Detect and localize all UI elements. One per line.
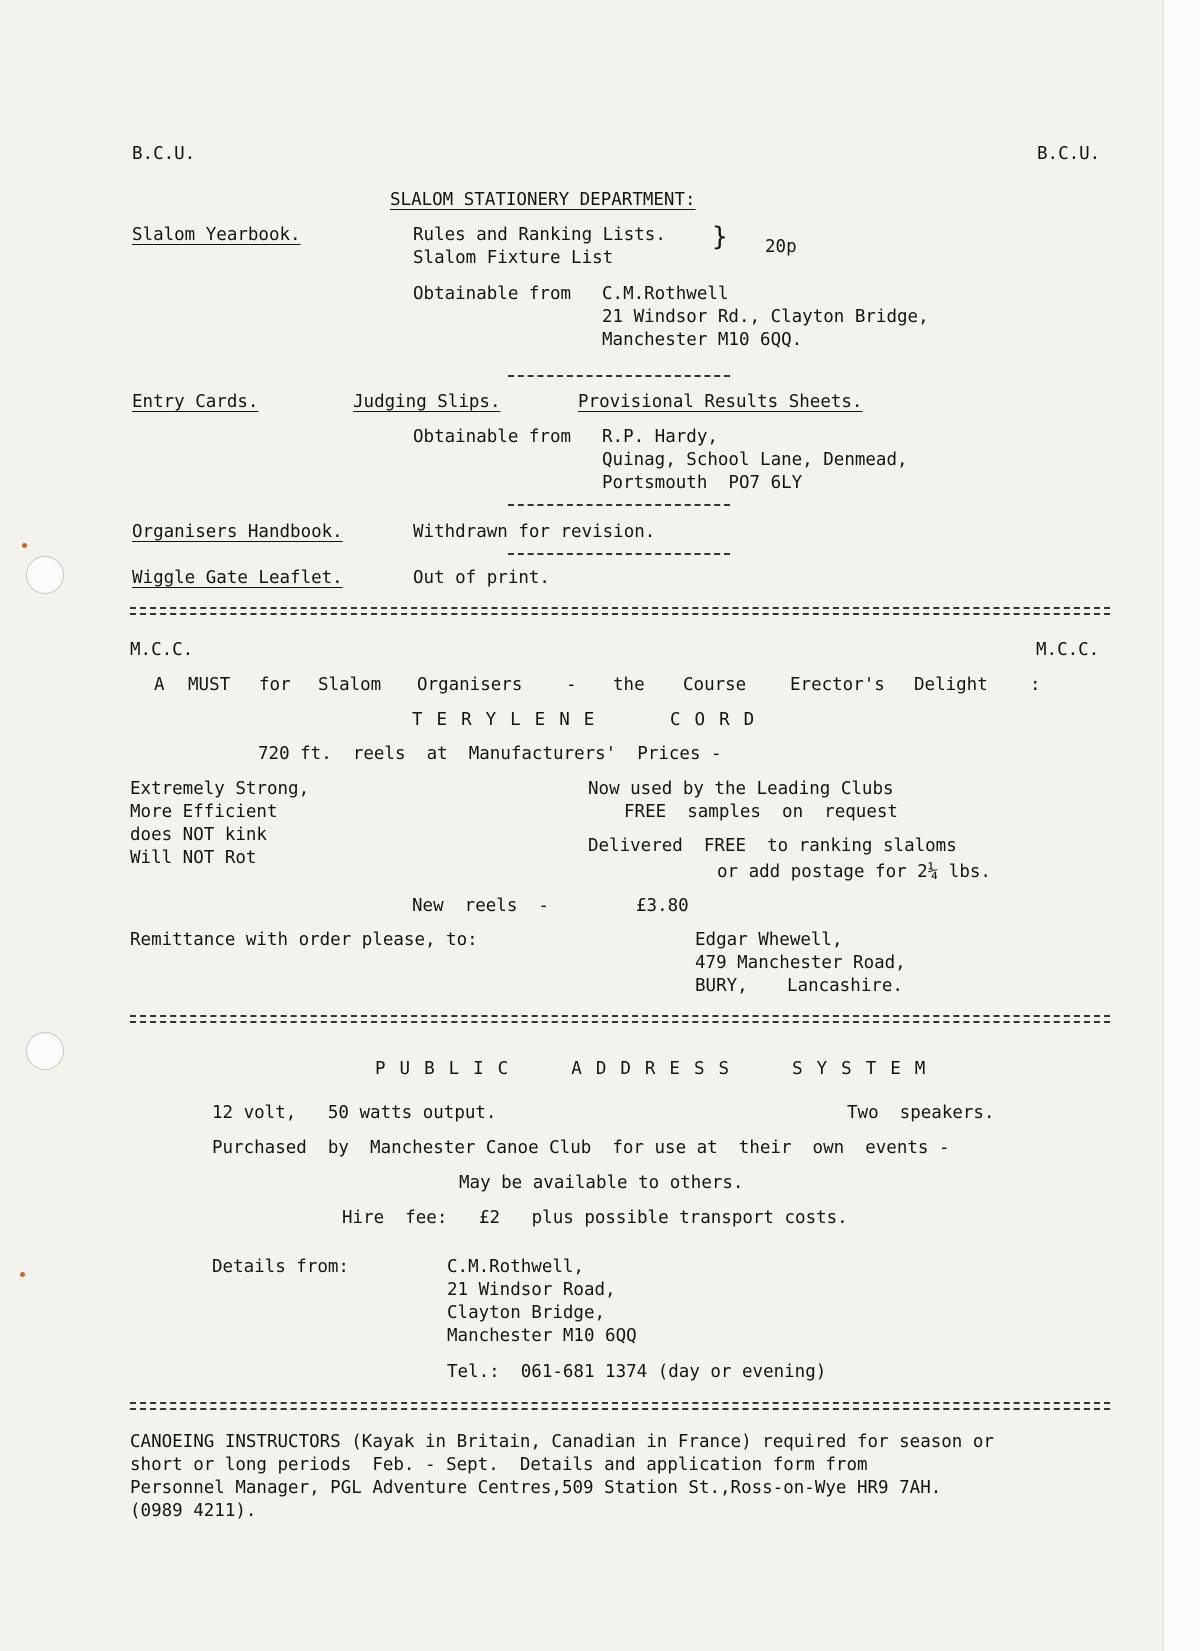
reels-line: 720 ft. reels at Manufacturers' Prices - — [258, 744, 722, 764]
yearbook-address-line2: 21 Windsor Rd., Clayton Bridge, — [602, 307, 929, 327]
pa-speakers: Two speakers. — [847, 1103, 995, 1123]
brace-icon: } — [712, 222, 728, 252]
must-word: MUST — [188, 675, 231, 695]
pa-details-label: Details from: — [212, 1257, 349, 1277]
yearbook-item-rules: Rules and Ranking Lists. — [413, 225, 666, 245]
paper-speck — [22, 543, 27, 548]
remittance-line: Remittance with order please, to: — [130, 930, 478, 950]
must-word: Erector's — [790, 675, 885, 695]
yearbook-obtain-prefix: Obtainable from — [413, 284, 572, 304]
must-word: Slalom — [318, 675, 382, 695]
provisional-results-label: Provisional Results Sheets. — [578, 392, 863, 412]
product-name-word2: CORD — [670, 710, 769, 730]
must-word: the — [613, 675, 645, 695]
mcc-label-right: M.C.C. — [1036, 640, 1100, 660]
must-word: : — [1030, 675, 1041, 695]
pa-telephone: Tel.: 061-681 1374 (day or evening) — [447, 1362, 827, 1382]
punch-hole — [26, 1032, 64, 1070]
yearbook-address-line3: Manchester M10 6QQ. — [602, 330, 803, 350]
paper-speck — [20, 1272, 25, 1277]
yearbook-address-line1: C.M.Rothwell — [602, 284, 729, 304]
header-right: B.C.U. — [1037, 144, 1101, 164]
mcc-label-left: M.C.C. — [130, 640, 194, 660]
yearbook-item-fixtures: Slalom Fixture List — [413, 248, 614, 268]
product-name-word1: TERYLENE — [412, 710, 609, 730]
short-divider — [508, 553, 730, 555]
wiggle-leaflet-status: Out of print. — [413, 568, 550, 588]
must-word: A — [154, 675, 165, 695]
handbook-status: Withdrawn for revision. — [413, 522, 656, 542]
wiggle-leaflet-label: Wiggle Gate Leaflet. — [132, 568, 343, 588]
delivered-line: Delivered FREE to ranking slaloms — [588, 836, 957, 856]
pa-address-line1: C.M.Rothwell, — [447, 1257, 584, 1277]
pa-address-line2: 21 Windsor Road, — [447, 1280, 616, 1300]
feature-item: Will NOT Rot — [130, 848, 257, 868]
must-word: Delight — [914, 675, 988, 695]
remittance-address-town: BURY, — [695, 976, 748, 996]
cards-address-line2: Quinag, School Lane, Denmead, — [602, 450, 908, 470]
new-reels-label: New reels - — [412, 896, 549, 916]
header-left: B.C.U. — [132, 144, 196, 164]
handbook-label: Organisers Handbook. — [132, 522, 343, 542]
judging-slips-label: Judging Slips. — [353, 392, 501, 412]
remittance-address-county: Lancashire. — [787, 976, 903, 996]
short-divider — [508, 375, 730, 377]
feature-item: does NOT kink — [130, 825, 267, 845]
yearbook-price: 20p — [765, 237, 797, 257]
cards-address-line3: Portsmouth PO7 6LY — [602, 473, 803, 493]
section-divider — [130, 607, 1110, 609]
cards-address-line1: R.P. Hardy, — [602, 427, 718, 447]
instructors-line2: short or long periods Feb. - Sept. Details and application form from — [130, 1455, 868, 1475]
remittance-address-line2: 479 Manchester Road, — [695, 953, 906, 973]
must-word: Organisers — [417, 675, 523, 695]
new-reels-price: £3.80 — [636, 896, 689, 916]
pa-hire-fee: Hire fee: £2 plus possible transport costs. — [342, 1208, 848, 1228]
page-title: SLALOM STATIONERY DEPARTMENT: — [390, 190, 696, 210]
must-word: - — [566, 675, 577, 695]
must-word: Course — [683, 675, 747, 695]
section-divider — [130, 1402, 1110, 1404]
instructors-line3: Personnel Manager, PGL Adventure Centres,509 Station St.,Ross-on-Wye HR9 7AH. — [130, 1478, 942, 1498]
pa-address-line4: Manchester M10 6QQ — [447, 1326, 637, 1346]
samples-line: FREE samples on request — [624, 802, 898, 822]
yearbook-label: Slalom Yearbook. — [132, 225, 301, 245]
used-by-line: Now used by the Leading Clubs — [588, 779, 894, 799]
must-word: for — [259, 675, 291, 695]
instructors-line4: (0989 4211). — [130, 1501, 257, 1521]
pa-address-line3: Clayton Bridge, — [447, 1303, 606, 1323]
feature-item: Extremely Strong, — [130, 779, 310, 799]
postage-line: or add postage for 2¼ lbs. — [717, 862, 991, 882]
section-divider — [130, 1015, 1110, 1017]
feature-item: More Efficient — [130, 802, 278, 822]
short-divider — [508, 504, 730, 506]
pa-title: PUBLIC ADDRESS SYSTEM — [375, 1059, 940, 1079]
pa-purchased: Purchased by Manchester Canoe Club for use at their own events - — [212, 1138, 950, 1158]
paper-edge — [1163, 0, 1200, 1651]
cards-obtain-prefix: Obtainable from — [413, 427, 572, 447]
instructors-line1: CANOEING INSTRUCTORS (Kayak in Britain, Canadian in France) required for season or — [130, 1432, 994, 1452]
pa-available: May be available to others. — [459, 1173, 744, 1193]
entry-cards-label: Entry Cards. — [132, 392, 259, 412]
remittance-address-line1: Edgar Whewell, — [695, 930, 843, 950]
pa-spec: 12 volt, 50 watts output. — [212, 1103, 497, 1123]
punch-hole — [26, 556, 64, 594]
